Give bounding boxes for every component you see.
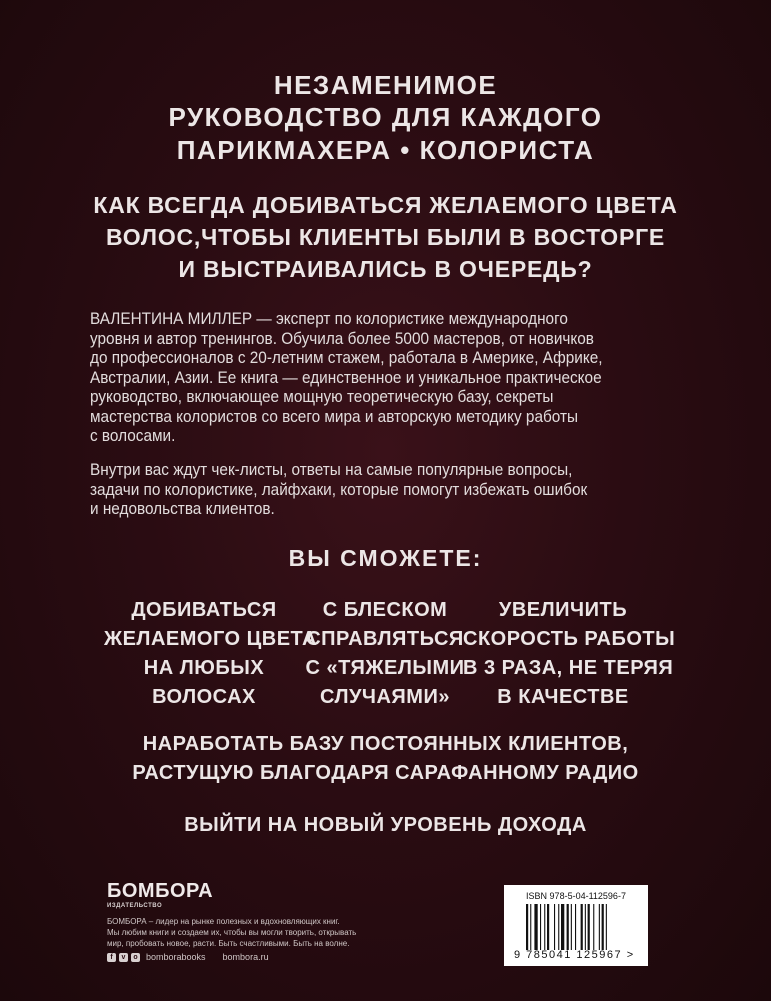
text-line: СЛУЧАЯМИ»	[320, 686, 450, 708]
text-line: Австралии, Азии. Ее книга — единственное и уникальное практическое	[90, 368, 602, 387]
barcode-bar	[561, 904, 564, 950]
text-line: с волосами.	[90, 427, 176, 445]
barcode-bar	[558, 904, 559, 950]
barcode-bar	[588, 904, 590, 950]
benefit-column-1	[104, 596, 317, 712]
barcode-bar	[575, 904, 576, 950]
author-paragraph	[90, 310, 700, 447]
benefit-wide-line-2: РАСТУЩУЮ БЛАГОДАРЯ САРАФАННОМУ РАДИО	[132, 762, 639, 784]
text-line: уровня и автор тренингов. Обучила более 5000 мастеров, от новичков	[90, 329, 594, 348]
barcode-bar	[585, 904, 586, 950]
question-line-3: И ВЫСТРАИВАЛИСЬ В ОЧЕРЕДЬ?	[178, 256, 593, 282]
question-line-1: КАК ВСЕГДА ДОБИВАТЬСЯ ЖЕЛАЕМОГО ЦВЕТА	[93, 192, 678, 218]
text-line: УВЕЛИЧИТЬ	[498, 599, 628, 621]
barcode-bar	[581, 904, 583, 950]
headline-line-1: НЕЗАМЕНИМОЕ	[273, 70, 498, 100]
publisher-logo-subtitle: ИЗДАТЕЛЬСТВО	[107, 903, 163, 909]
barcode-bar	[593, 904, 594, 950]
text-line: ВОЛОСАХ	[152, 686, 256, 708]
text-line: мир, пробовать новое, расти. Быть счастливыми. Быть на волне.	[107, 939, 350, 948]
barcode-bar	[547, 904, 549, 950]
text-line: С БЛЕСКОМ	[322, 599, 448, 621]
publisher-social	[107, 952, 269, 962]
barcode-bar	[571, 904, 572, 950]
publisher-logo: БОМБОРА	[107, 880, 214, 902]
barcode-bar	[534, 904, 537, 950]
question-line-2: ВОЛОС,ЧТОБЫ КЛИЕНТЫ БЫЛИ В ВОСТОРГЕ	[105, 224, 666, 250]
text-line: В КАЧЕСТВЕ	[497, 686, 629, 708]
text-line: СКОРОСТЬ РАБОТЫ	[463, 628, 676, 650]
text-line: ДОБИВАТЬСЯ	[131, 599, 277, 621]
barcode-bar	[530, 904, 531, 950]
text-line: задачи по колористике, лайфхаки, которые помогут избежать ошибок	[90, 480, 588, 499]
headline-line-3: ПАРИКМАХЕРА • КОЛОРИСТА	[176, 135, 595, 165]
text-line: БОМБОРА – лидер на рынке полезных и вдохновляющих книг.	[107, 917, 340, 926]
benefit-column-2	[285, 596, 485, 712]
text-line: до профессионалов с 20-летним стажем, работала в Америке, Африке,	[90, 349, 603, 367]
social-handle: bomborabooks	[146, 952, 206, 962]
inside-paragraph	[90, 461, 700, 520]
text-line: и недовольства клиентов.	[90, 500, 275, 518]
text-line: руководство, включающее мощную теоретическую базу, секреты	[90, 388, 554, 406]
barcode-bars	[526, 904, 630, 950]
isbn-text: ISBN 978-5-04-112596-7	[526, 891, 626, 901]
barcode-bar	[606, 904, 607, 950]
facebook-icon: f	[107, 953, 116, 962]
headline-line-2: РУКОВОДСТВО ДЛЯ КАЖДОГО	[168, 102, 603, 132]
vk-icon: v	[119, 953, 128, 962]
barcode-bar	[554, 904, 555, 950]
text-line: ЖЕЛАЕМОГО ЦВЕТА	[104, 628, 317, 650]
barcode-bar	[599, 904, 600, 950]
barcode-bar	[567, 904, 569, 950]
barcode-bar	[602, 904, 604, 950]
text-line: Внутри вас ждут чек-листы, ответы на самые популярные вопросы,	[90, 461, 573, 479]
benefit-column-3	[463, 596, 676, 712]
instagram-icon: o	[131, 953, 140, 962]
benefits-title: ВЫ СМОЖЕТЕ:	[288, 545, 483, 571]
text-line: СПРАВЛЯТЬСЯ	[306, 628, 464, 650]
benefit-last: ВЫЙТИ НА НОВЫЙ УРОВЕНЬ ДОХОДА	[184, 814, 587, 836]
barcode-bar	[540, 904, 541, 950]
publisher-blurb	[107, 916, 356, 949]
text-line: мастерства колористов со всего мира и авторскую методику работы	[90, 407, 579, 426]
benefit-wide-line-1: НАРАБОТАТЬ БАЗУ ПОСТОЯННЫХ КЛИЕНТОВ,	[142, 733, 629, 755]
text-line: ВАЛЕНТИНА МИЛЛЕР — эксперт по колористике международного	[90, 310, 568, 328]
isbn-barcode	[504, 885, 648, 966]
barcode-digits: 9 785041 125967 >	[514, 949, 635, 961]
text-line: Мы любим книги и создаем их, чтобы вы могли творить, открывать	[107, 928, 357, 937]
text-line: С «ТЯЖЕЛЫМИ	[305, 657, 465, 679]
text-line: НА ЛЮБЫХ	[143, 657, 265, 679]
text-line: В 3 РАЗА, НЕ ТЕРЯЯ	[463, 657, 674, 679]
website: bombora.ru	[222, 952, 269, 962]
barcode-bar	[526, 904, 528, 950]
barcode-bar	[544, 904, 545, 950]
